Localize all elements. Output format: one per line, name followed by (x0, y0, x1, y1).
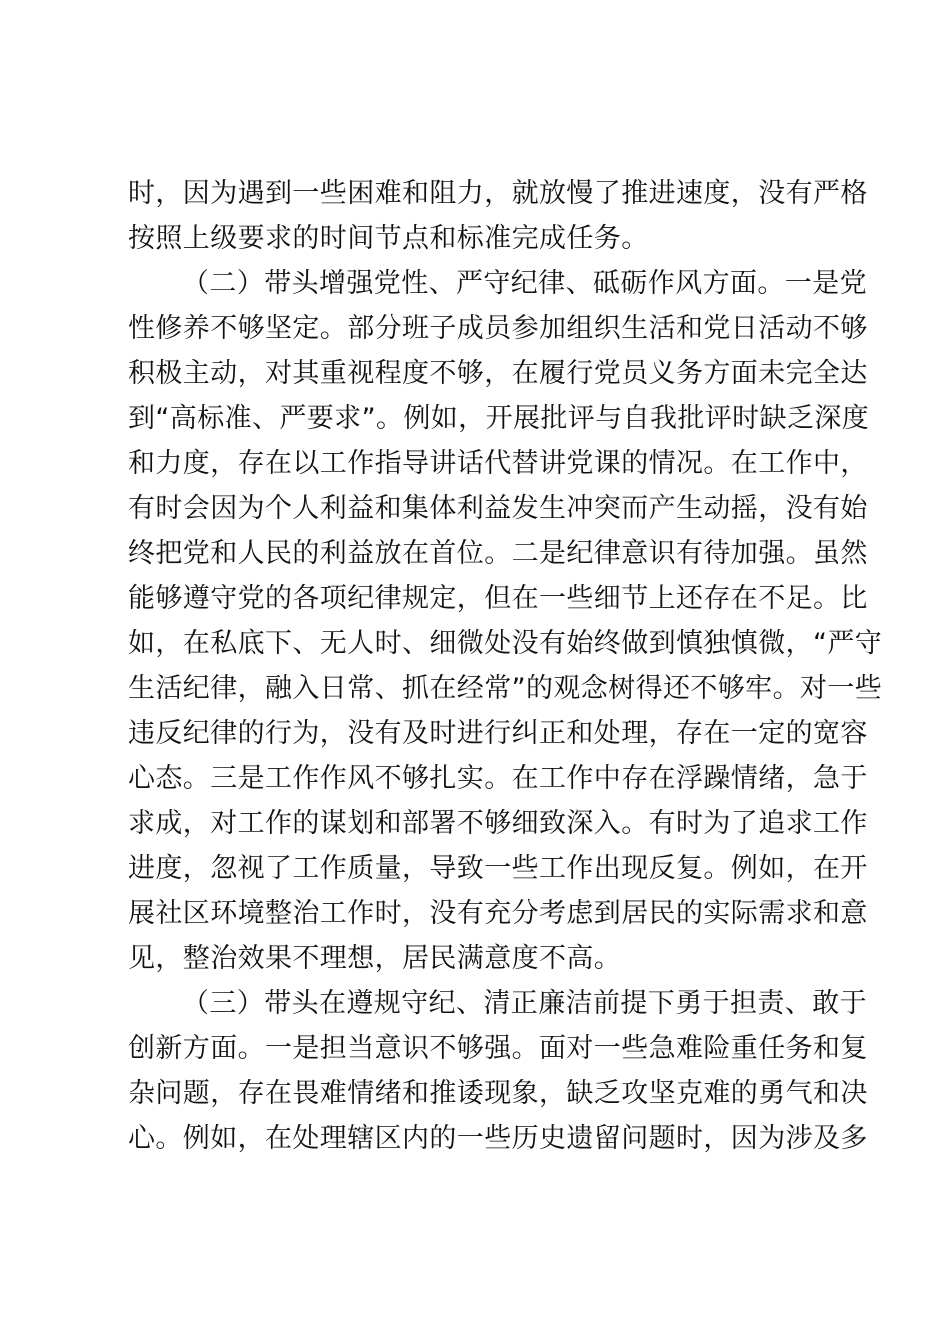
body-text (128, 171, 883, 1161)
text-line: 时，因为遇到一些困难和阻力，就放慢了推进速度，没有严格 (128, 178, 868, 209)
text-line: 求成，对工作的谋划和部署不够细致深入。有时为了追求工作 (128, 808, 868, 839)
text-line: 性修养不够坚定。部分班子成员参加组织生活和党日活动不够 (128, 313, 868, 344)
text-line: 心。例如，在处理辖区内的一些历史遗留问题时，因为涉及多 (128, 1123, 868, 1154)
text-line: 违反纪律的行为，没有及时进行纠正和处理，存在一定的宽容 (128, 718, 868, 749)
text-line: 终把党和人民的利益放在首位。二是纪律意识有待加强。虽然 (128, 538, 868, 569)
text-line: 生活纪律，融入日常、抓在经常”的观念树得还不够牢。对一些 (128, 673, 883, 704)
text-line: 能够遵守党的各项纪律规定，但在一些细节上还存在不足。比 (128, 583, 868, 614)
text-line: 创新方面。一是担当意识不够强。面对一些急难险重任务和复 (128, 1033, 868, 1064)
text-line: 进度，忽视了工作质量，导致一些工作出现反复。例如，在开 (128, 853, 868, 884)
text-line: 见，整治效果不理想，居民满意度不高。 (128, 943, 622, 974)
text-line: 积极主动，对其重视程度不够，在履行党员义务方面未完全达 (128, 358, 868, 389)
text-line: 展社区环境整治工作时，没有充分考虑到居民的实际需求和意 (128, 898, 868, 929)
text-line: 杂问题，存在畏难情绪和推诿现象，缺乏攻坚克难的勇气和决 (128, 1078, 868, 1109)
text-line: 有时会因为个人利益和集体利益发生冲突而产生动摇，没有始 (128, 493, 868, 524)
text-line: 到“高标准、严要求”。例如，开展批评与自我批评时缺乏深度 (128, 403, 870, 434)
text-line: 和力度，存在以工作指导讲话代替讲党课的情况。在工作中， (128, 448, 868, 479)
section-heading-line: （三）带头在遵规守纪、清正廉洁前提下勇于担责、敢于 (182, 988, 867, 1019)
text-line: 如，在私底下、无人时、细微处没有始终做到慎独慎微，“严守 (128, 628, 883, 659)
text-line: 心态。三是工作作风不够扎实。在工作中存在浮躁情绪，急于 (128, 763, 868, 794)
section-heading-line: （二）带头增强党性、严守纪律、砥砺作风方面。一是党 (182, 268, 867, 299)
text-line: 按照上级要求的时间节点和标准完成任务。 (128, 223, 649, 254)
